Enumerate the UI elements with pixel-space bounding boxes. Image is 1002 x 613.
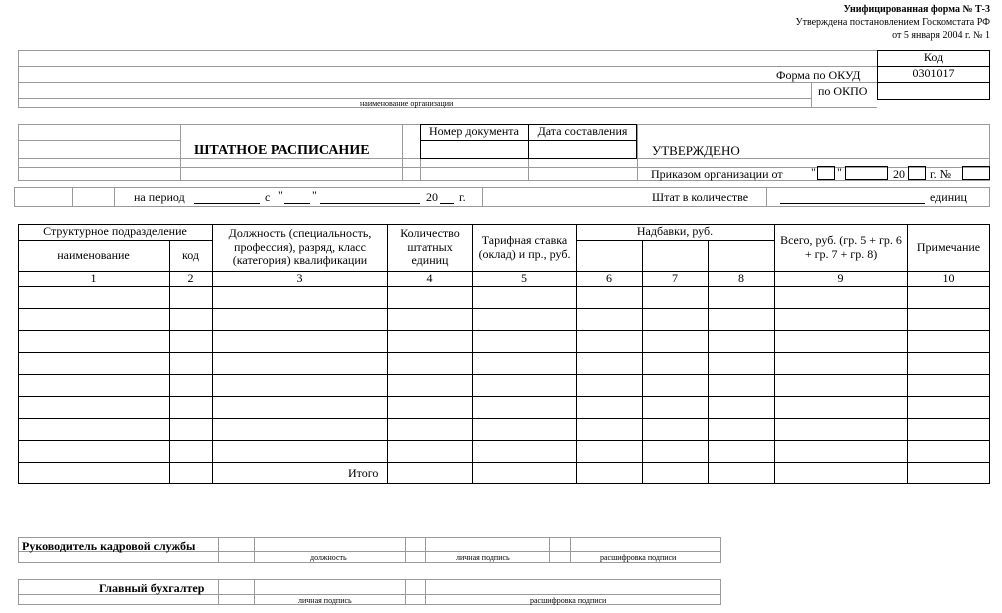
staff-units-label: единиц xyxy=(930,190,967,204)
okpo-value-field[interactable] xyxy=(877,82,990,100)
period-day-field[interactable] xyxy=(284,190,310,204)
header-bonus: Надбавки, руб. xyxy=(636,224,714,239)
header-position: Должность (специальность, профессия), разряд, класс (категория) квалификации xyxy=(228,225,372,268)
col-num-5: 5 xyxy=(521,270,527,285)
period-from-label: с xyxy=(265,190,271,204)
period-year-field[interactable] xyxy=(440,190,454,204)
okud-label: Форма по ОКУД xyxy=(776,68,861,82)
staff-count-label: Штат в количестве xyxy=(652,190,749,204)
hr-sign-caption: личная подпись xyxy=(456,553,510,562)
table-row[interactable] xyxy=(19,397,989,418)
col-num-6: 6 xyxy=(606,270,612,285)
hr-position-caption: должность xyxy=(310,553,347,562)
table-row[interactable] xyxy=(19,353,989,374)
col-num-8: 8 xyxy=(738,270,744,285)
header-count: Количество штатных единиц xyxy=(400,225,460,268)
okud-value: 0301017 xyxy=(912,66,955,81)
order-label: Приказом организации от xyxy=(651,167,783,181)
acc-decode-field[interactable] xyxy=(426,580,720,594)
period-year-suffix: г. xyxy=(459,190,466,204)
accountant-label: Главный бухгалтер xyxy=(99,581,205,595)
doc-date-label: Дата составления xyxy=(537,124,628,139)
okpo-label: по ОКПО xyxy=(818,84,868,98)
order-month-field[interactable] xyxy=(845,166,888,180)
header-struct-unit: Структурное подразделение xyxy=(43,224,187,239)
col-num-7: 7 xyxy=(672,270,678,285)
col-num-9: 9 xyxy=(837,270,844,285)
col-num-3: 3 xyxy=(296,270,303,285)
col-num-2: 2 xyxy=(187,270,194,285)
document-title: ШТАТНОЕ РАСПИСАНИЕ xyxy=(194,143,370,158)
total-label: Итого xyxy=(348,466,379,480)
acc-sign-caption: личная подпись xyxy=(298,596,352,605)
staff-count-field[interactable] xyxy=(780,190,925,204)
order-day-field[interactable] xyxy=(817,166,835,180)
table-row[interactable] xyxy=(19,375,989,396)
col-num-1: 1 xyxy=(90,270,97,285)
order-quote-open: " xyxy=(811,165,816,179)
table-row[interactable] xyxy=(19,441,989,462)
hr-head-label: Руководитель кадровой службы xyxy=(22,539,196,553)
table-row[interactable] xyxy=(19,331,989,352)
hr-decode-caption: расшифровка подписи xyxy=(600,553,677,562)
total-count-cell[interactable] xyxy=(388,463,472,483)
period-quote-close: " xyxy=(312,188,317,202)
period-quote-open: " xyxy=(278,188,283,202)
org-name-caption: наименование организации xyxy=(360,99,454,108)
form-header-line2: Утверждена постановлением Госкомстата РФ xyxy=(795,17,990,28)
doc-number-label: Номер документа xyxy=(428,124,520,139)
order-number-field[interactable] xyxy=(962,166,990,180)
table-row[interactable] xyxy=(19,419,989,440)
acc-sign-field[interactable] xyxy=(255,580,405,594)
header-code: код xyxy=(182,247,199,262)
approved-label: УТВЕРЖДЕНО xyxy=(652,143,740,158)
header-rate: Тарифная ставка (оклад) и пр., руб. xyxy=(478,232,571,261)
order-year-prefix: 20 xyxy=(893,167,905,181)
form-header-line3: от 5 января 2004 г. № 1 xyxy=(892,30,990,41)
period-year-prefix: 20 xyxy=(426,190,438,204)
period-label: на период xyxy=(134,190,185,204)
period-from-field[interactable] xyxy=(194,190,260,204)
hr-position-field[interactable] xyxy=(255,538,405,551)
hr-decode-field[interactable] xyxy=(571,538,720,551)
acc-decode-caption: расшифровка подписи xyxy=(530,596,607,605)
table-row[interactable] xyxy=(19,287,989,308)
kod-header: Код xyxy=(923,50,944,65)
order-number-label: г. № xyxy=(930,167,952,181)
period-month-field[interactable] xyxy=(320,190,420,204)
col-num-4: 4 xyxy=(426,270,433,285)
header-name: наименование xyxy=(57,247,130,262)
form-header-line1: Унифицированная форма № Т-3 xyxy=(843,4,990,15)
order-quote-close: " xyxy=(837,165,842,179)
doc-date-field[interactable] xyxy=(529,141,636,158)
col-num-10: 10 xyxy=(942,270,955,285)
table-row[interactable] xyxy=(19,309,989,330)
doc-number-field[interactable] xyxy=(421,141,527,158)
header-total: Всего, руб. (гр. 5 + гр. 6 + гр. 7 + гр. 8) xyxy=(780,232,902,261)
hr-sign-field[interactable] xyxy=(426,538,549,551)
order-year-field[interactable] xyxy=(908,166,926,180)
header-note: Примечание xyxy=(916,239,981,254)
